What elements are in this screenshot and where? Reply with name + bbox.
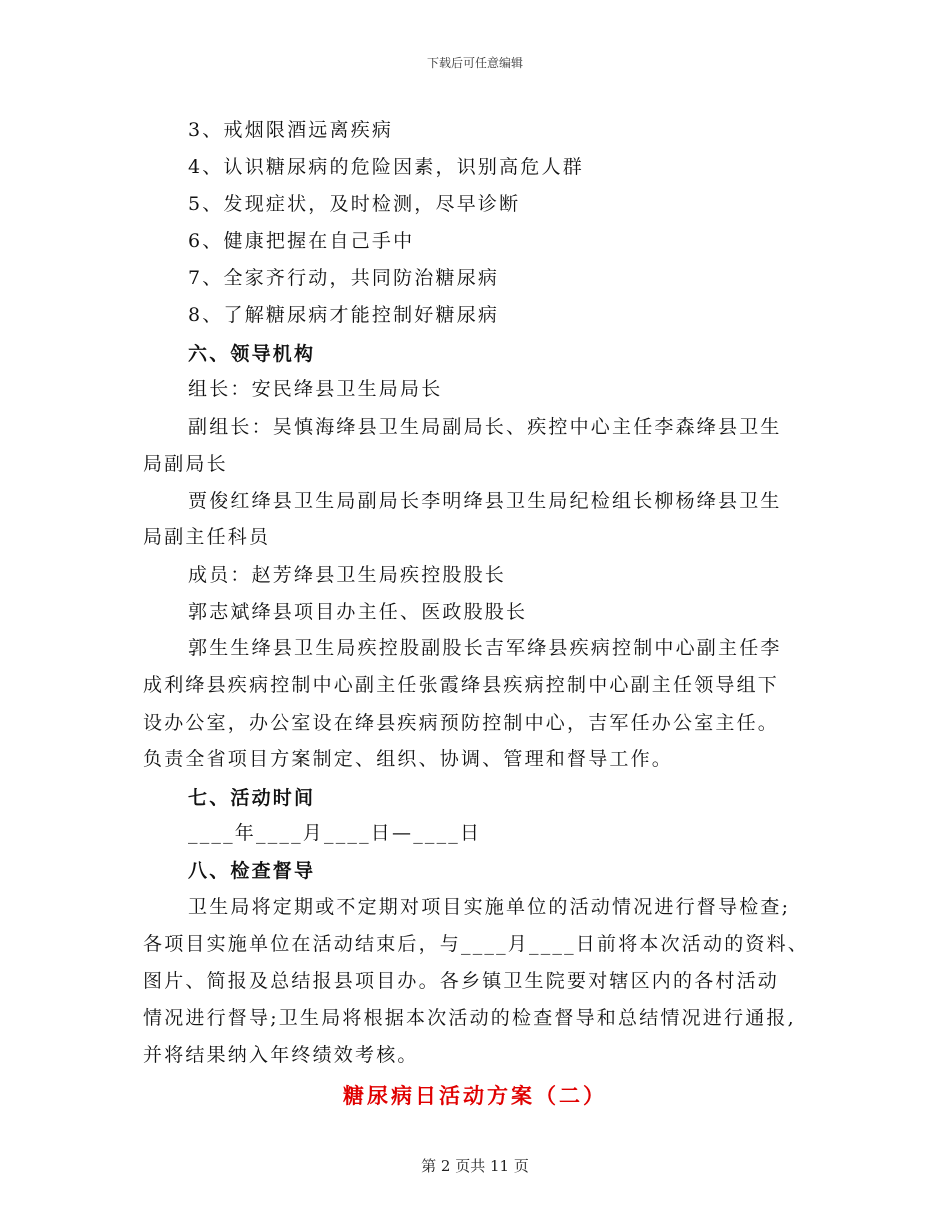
paragraph-line: 情况进行督导;卫生局将根据本次活动的检查督导和总结情况进行通报, xyxy=(143,1007,796,1029)
page-footer: 第 2 页共 11 页 xyxy=(421,1157,529,1175)
list-item: 6、健康把握在自己手中 xyxy=(188,230,415,252)
section-heading: 八、检查督导 xyxy=(188,860,316,882)
paragraph-line: 设办公室，办公室设在绛县疾病预防控制中心，吉军任办公室主任。 xyxy=(143,712,780,734)
paragraph-line: 郭志斌绛县项目办主任、医政股股长 xyxy=(188,601,528,623)
paragraph-line: 图片、简报及总结报县项目办。各乡镇卫生院要对辖区内的各村活动 xyxy=(143,970,780,992)
list-item: 7、全家齐行动，共同防治糖尿病 xyxy=(188,267,500,289)
paragraph-line: 各项目实施单位在活动结束后，与____月____日前将本次活动的资料、 xyxy=(143,933,810,955)
section-heading: 七、活动时间 xyxy=(188,787,316,809)
paragraph-line: 副组长：吴慎海绛县卫生局副局长、疾控中心主任李森绛县卫生 xyxy=(188,416,782,438)
paragraph-line: 成利绛县疾病控制中心副主任张霞绛县疾病控制中心副主任领导组下 xyxy=(143,674,780,696)
page-header: 下载后可任意编辑 xyxy=(426,56,523,70)
paragraph-line: 负责全省项目方案制定、组织、协调、管理和督导工作。 xyxy=(143,748,674,770)
paragraph-line: 局副局长 xyxy=(143,453,228,475)
paragraph-line: 并将结果纳入年终绩效考核。 xyxy=(143,1044,419,1066)
list-item: 3、戒烟限酒远离疾病 xyxy=(188,119,394,141)
paragraph-line: 组长：安民绛县卫生局局长 xyxy=(188,378,443,400)
paragraph-line: 成员：赵芳绛县卫生局疾控股股长 xyxy=(188,564,507,586)
paragraph-line: 郭生生绛县卫生局疾控股副股长吉军绛县疾病控制中心副主任李 xyxy=(188,637,782,659)
paragraph-line: 卫生局将定期或不定期对项目实施单位的活动情况进行督导检查; xyxy=(188,896,791,918)
list-item: 8、了解糖尿病才能控制好糖尿病 xyxy=(188,304,500,326)
list-item: 4、认识糖尿病的危险因素，识别高危人群 xyxy=(188,156,584,178)
section-title: 糖尿病日活动方案（二） xyxy=(343,1083,607,1108)
paragraph-line: 贾俊红绛县卫生局副局长李明绛县卫生局纪检组长柳杨绛县卫生 xyxy=(188,490,782,512)
list-item: 5、发现症状，及时检测，尽早诊断 xyxy=(188,193,521,215)
paragraph-line: 局副主任科员 xyxy=(143,526,271,548)
section-heading: 六、领导机构 xyxy=(188,343,316,365)
paragraph-line: ____年____月____日—____日 xyxy=(188,822,482,844)
